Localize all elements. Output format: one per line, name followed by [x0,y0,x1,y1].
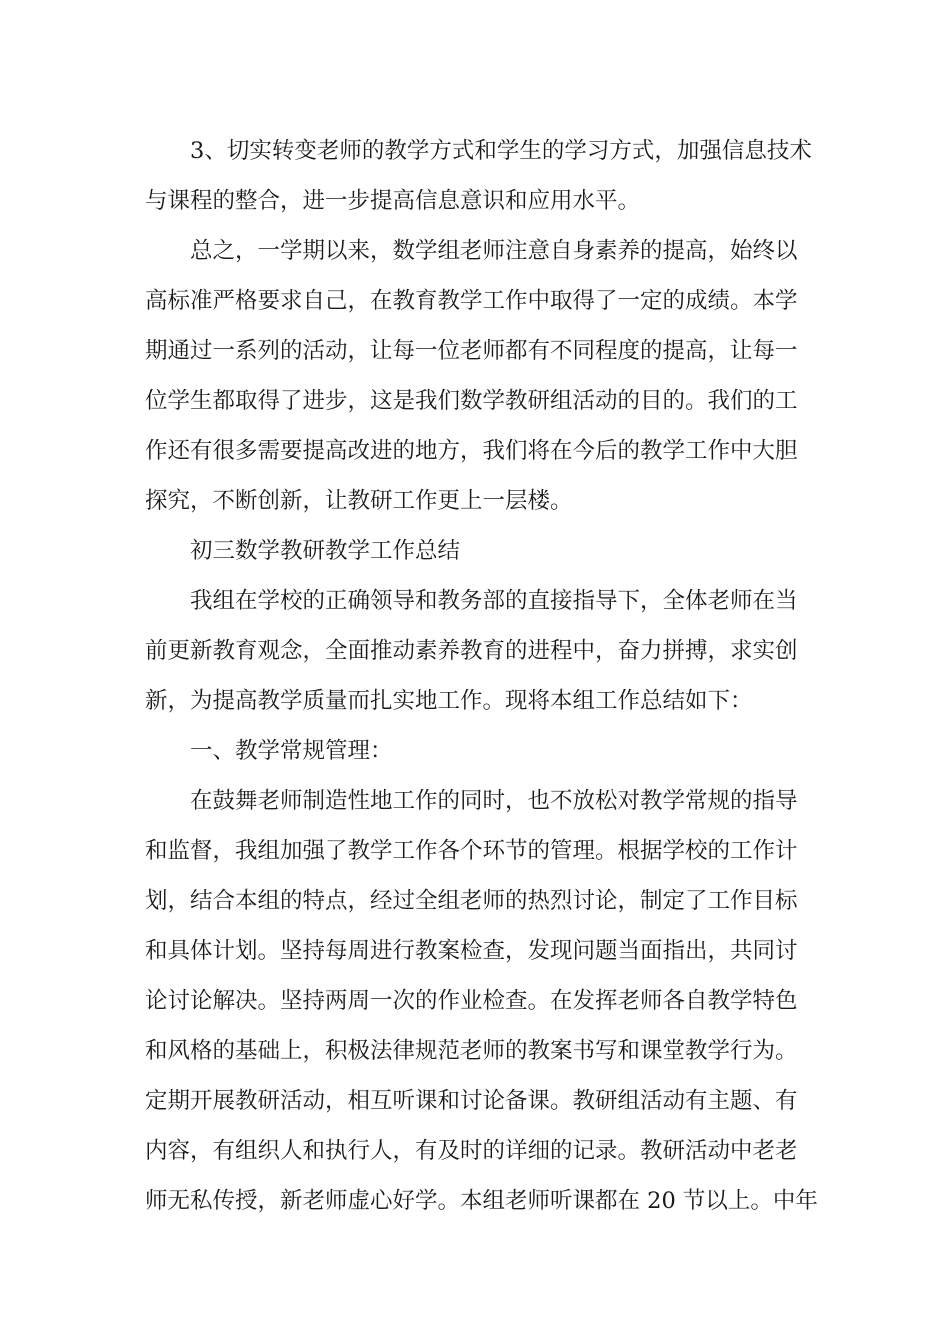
text-line: 与课程的整合，进一步提高信息意识和应用水平。 [145,188,641,214]
text-line: 高标准严格要求自己，在教育教学工作中取得了一定的成绩。本学 [145,288,798,314]
document-body [145,126,818,1226]
text-line: 3、切实转变老师的教学方式和学生的学习方式，加强信息技术 [190,138,812,164]
text-line: 探究，不断创新，让教研工作更上一层楼。 [145,488,573,514]
text-line: 位学生都取得了进步，这是我们数学教研组活动的目的。我们的工 [145,388,798,414]
text-line: 和监督，我组加强了教学工作各个环节的管理。根据学校的工作计 [145,838,798,864]
text-line: 划，结合本组的特点，经过全组老师的热烈讨论，制定了工作目标 [145,888,798,914]
paragraph-summary [145,226,813,526]
paragraph-intro [145,576,813,726]
text-line: 在鼓舞老师制造性地工作的同时，也不放松对教学常规的指导 [190,788,798,814]
subsection-heading [145,726,813,776]
section-title [145,526,813,576]
text-line: 内容，有组织人和执行人，有及时的详细的记录。教研活动中老老 [145,1138,798,1164]
text-line: 总之，一学期以来，数学组老师注意自身素养的提高，始终以 [190,238,798,264]
text-line: 定期开展教研活动，相互听课和讨论备课。教研组活动有主题、有 [145,1088,798,1114]
paragraph-item-3 [145,126,813,226]
heading-line: 一、教学常规管理： [190,738,393,764]
text-line: 作还有很多需要提高改进的地方，我们将在今后的教学工作中大胆 [145,438,798,464]
text-line: 和具体计划。坚持每周进行教案检查，发现问题当面指出，共同讨 [145,938,798,964]
text-line: 论讨论解决。坚持两周一次的作业检查。在发挥老师各自教学特色 [145,988,798,1014]
text-line: 前更新教育观念，全面推动素养教育的进程中，奋力拼搏，求实创 [145,638,798,664]
heading-line: 初三数学教研教学工作总结 [190,538,461,564]
paragraph-routine-management [145,776,818,1226]
text-line: 新，为提高教学质量而扎实地工作。现将本组工作总结如下： [145,688,753,714]
text-line: 我组在学校的正确领导和教务部的直接指导下，全体老师在当 [190,588,798,614]
text-line: 师无私传授，新老师虚心好学。本组老师听课都在 20 节以上。中年 [145,1188,818,1214]
text-line: 和风格的基础上，积极法律规范老师的教案书写和课堂教学行为。 [145,1038,798,1064]
text-line: 期通过一系列的活动，让每一位老师都有不同程度的提高，让每一 [145,338,798,364]
